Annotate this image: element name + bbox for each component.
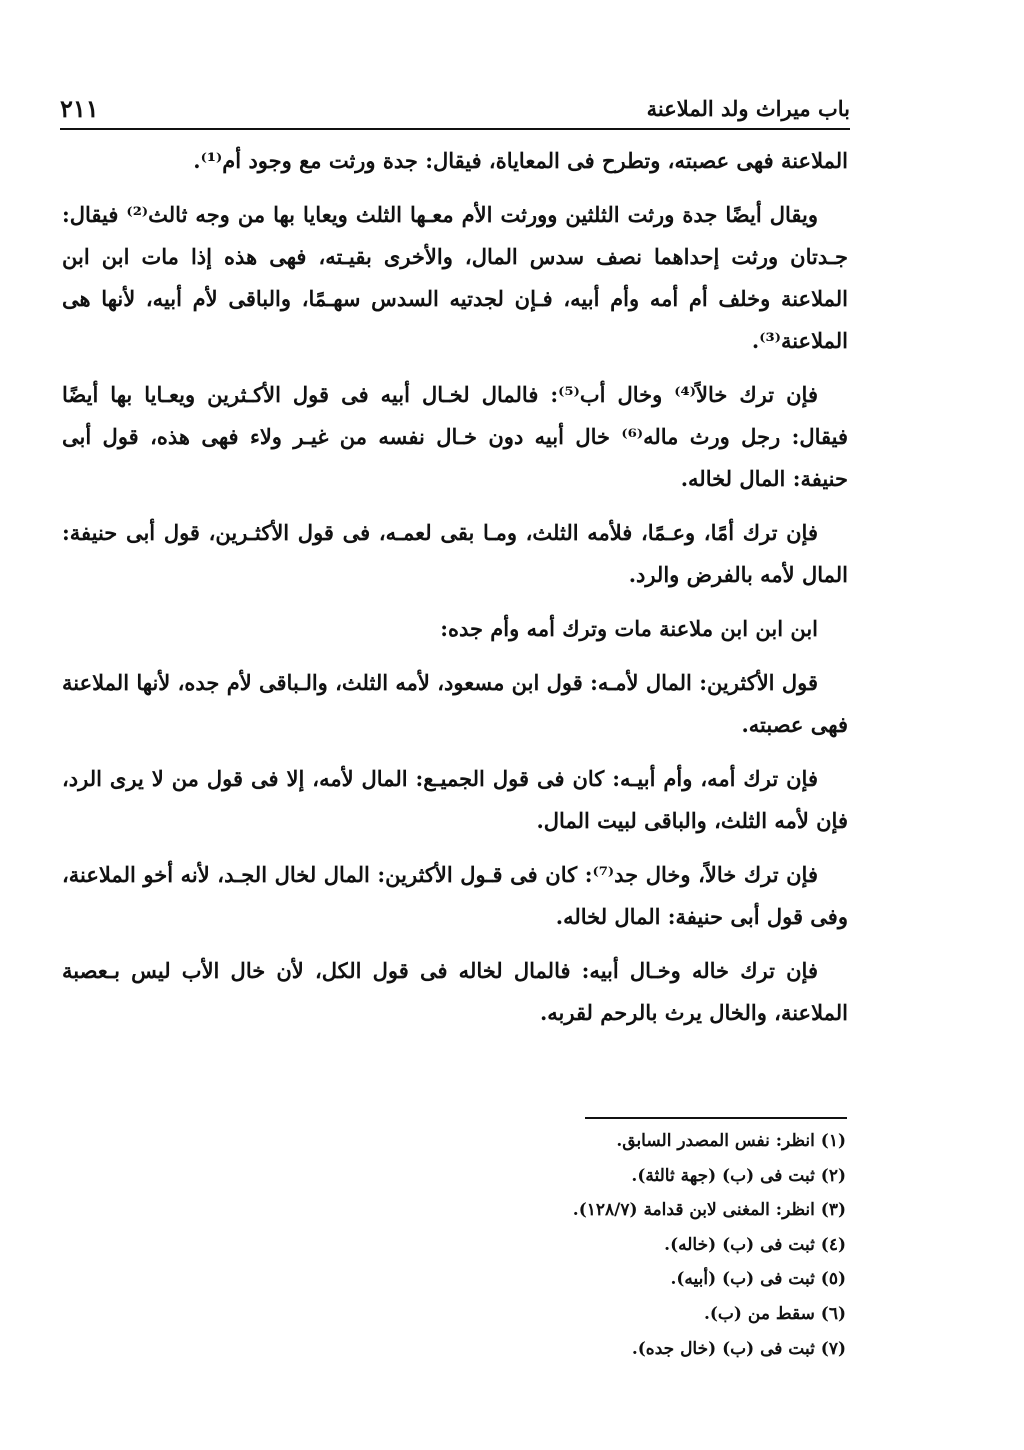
footnote: (١) انظر: نفس المصدر السابق. xyxy=(616,1131,846,1151)
footnote: (٧) ثبت فى (ب) (خال جده). xyxy=(631,1338,846,1359)
chapter-title: باب ميراث ولد الملاعنة xyxy=(646,96,850,121)
paragraph: فإن ترك خاله وخـال أبيه: فالمال لخاله فى قول الكل، لأن خال الأب ليس بـعصبة الملاعنة، والخال يرث بالرحم لقربه. xyxy=(62,958,848,1025)
page-number: ٢١١ xyxy=(60,94,99,123)
footnote: (٤) ثبت فى (ب) (خاله). xyxy=(664,1234,846,1255)
footnote: (٥) ثبت فى (ب) (أبيه). xyxy=(670,1269,846,1290)
paragraph: الملاعنة فهى عصبته، وتطرح فى المعاياة، فيقال: جدة ورثت مع وجود أم⁽¹⁾. xyxy=(193,148,848,173)
paragraph: فإن ترك أمًا، وعـمًا، فلأمه الثلث، ومـا بقى لعمـه، فى قول الأكثـرين، قول أبى حنيفة: المال لأمه بالفرض والرد. xyxy=(62,520,848,587)
paragraph: فإن ترك خالاً⁽⁴⁾ وخال أب⁽⁵⁾: فالمال لخـال أبيه فى قول الأكـثرين ويعـايا بها أيضًا فيقال: رجل ورث ماله⁽⁶⁾ خال أبيه دون خـال نفسه من غيـر ولاء فهى هذه، قول أبى حنيفة: المال لخاله. xyxy=(62,382,848,491)
footnote: (٦) سقط من (ب). xyxy=(703,1303,846,1324)
footnote-divider xyxy=(585,1117,847,1119)
footnote: (٢) ثبت فى (ب) (جهة ثالثة). xyxy=(631,1165,846,1186)
paragraph: قول الأكثرين: المال لأمـه: قول ابن مسعود، لأمه الثلث، والـباقى لأم جده، لأنها الملاعنة فهى عصبته. xyxy=(62,670,848,737)
footnote: (٣) انظر: المغنى لابن قدامة (١٢٨/٧). xyxy=(572,1200,846,1221)
paragraph: فإن ترك أمه، وأم أبيـه: كان فى قول الجميـع: المال لأمه، إلا فى قول من لا يرى الرد، فإن لأمه الثلث، والباقى لبيت المال. xyxy=(62,766,848,833)
header-divider xyxy=(60,128,850,130)
main-text xyxy=(62,140,848,1046)
footnotes xyxy=(500,1124,846,1366)
paragraph: ابن ابن ابن ملاعنة مات وترك أمه وأم جده: xyxy=(440,616,818,641)
page-header xyxy=(60,90,850,130)
paragraph: ويقال أيضًا جدة ورثت الثلثين وورثت الأم معـها الثلث ويعايا بها من وجه ثالث⁽²⁾ فيقال: جـدتان ورثت إحداهما نصف سدس المال، والأخرى بقيـته، فهى هذه إذا مات ابن ابن الملاعنة وخلف أم أمه وأم أبيه، فـإن لجدتيه السدس سهـمًا، والباقى لأم أبيه، لأنها هى الملاعنة⁽³⁾. xyxy=(62,202,848,353)
paragraph: فإن ترك خالاً، وخال جد⁽⁷⁾: كان فى قـول الأكثرين: المال لخال الجـد، لأنه أخو الملاعنة، وفى قول أبى حنيفة: المال لخاله. xyxy=(62,862,848,929)
